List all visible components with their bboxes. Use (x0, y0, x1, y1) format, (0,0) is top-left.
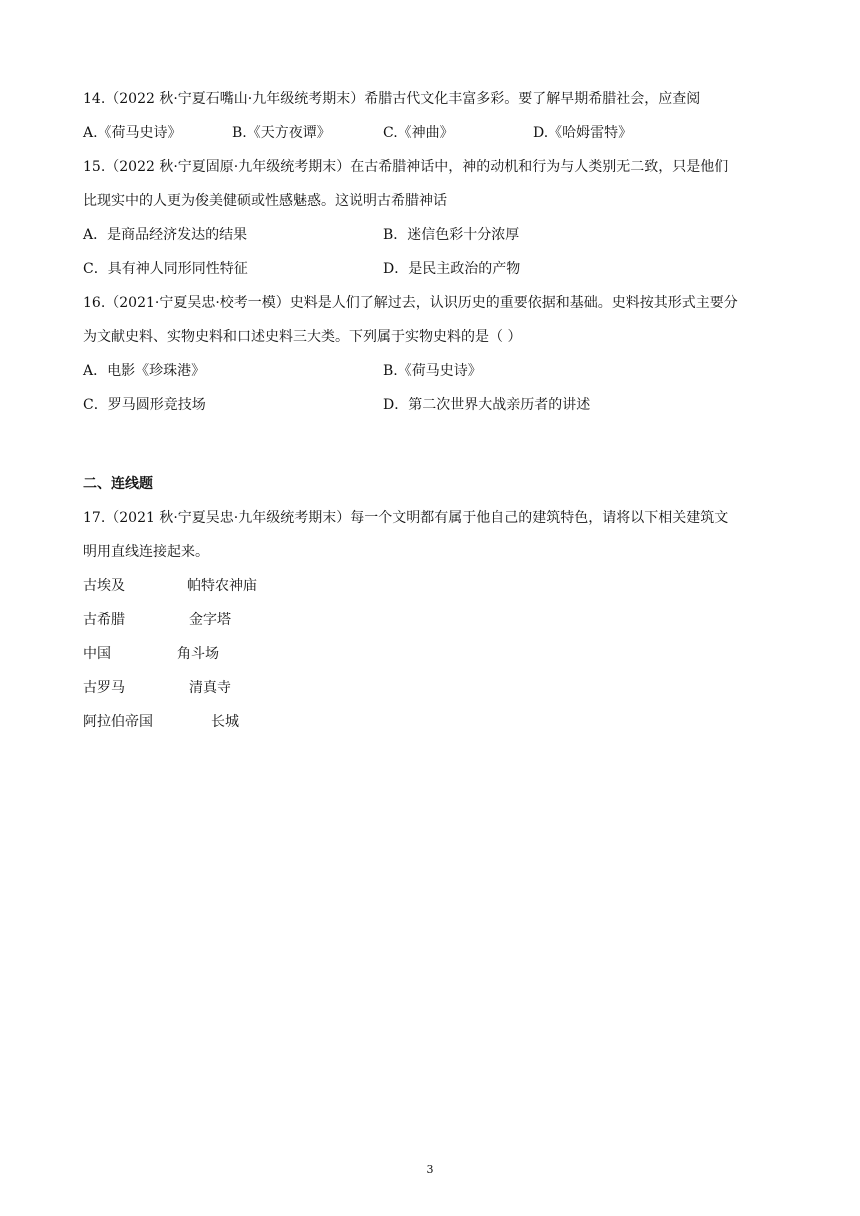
question-16-stem-line-1: 16.（2021·宁夏吴忠·校考一模）史料是人们了解过去，认识历史的重要依据和基础。史料按其形式主要分 (83, 295, 738, 311)
question-15-option-c: C．具有神人同形同性特征 (83, 261, 248, 277)
section-heading: 二、连线题 (83, 476, 153, 492)
question-15-stem-line-1: 15.（2022 秋·宁夏固原·九年级统考期末）在古希腊神话中，神的动机和行为与人类别无二致，只是他们 (83, 159, 729, 175)
matching-left-item: 中国 (83, 646, 111, 662)
question-15-stem-line-2: 比现实中的人更为俊美健硕或性感魅惑。这说明古希腊神话 (83, 193, 447, 209)
matching-right-item: 帕特农神庙 (187, 578, 257, 594)
matching-right-item: 角斗场 (177, 646, 219, 662)
matching-left-item: 古希腊 (83, 612, 125, 628)
question-14-option-c: C.《神曲》 (383, 125, 454, 141)
question-15-option-d: D．是民主政治的产物 (383, 261, 521, 277)
question-14-option-b: B.《天方夜谭》 (232, 125, 331, 141)
question-16-option-c: C．罗马圆形竞技场 (83, 397, 206, 413)
matching-right-item: 清真寺 (189, 680, 231, 696)
question-14-option-a: A.《荷马史诗》 (83, 125, 182, 141)
question-15-option-a: A．是商品经济发达的结果 (83, 227, 248, 243)
matching-right-item: 金字塔 (189, 612, 231, 628)
matching-right-item: 长城 (211, 714, 239, 730)
matching-left-item: 古罗马 (83, 680, 125, 696)
question-17-stem-line-1: 17.（2021 秋·宁夏吴忠·九年级统考期末）每一个文明都有属于他自己的建筑特色，请将以下相关建筑文 (83, 510, 729, 526)
matching-left-item: 古埃及 (83, 578, 125, 594)
question-14-stem: 14.（2022 秋·宁夏石嘴山·九年级统考期末）希腊古代文化丰富多彩。要了解早期希腊社会，应查阅 (83, 91, 701, 107)
question-16-option-d: D．第二次世界大战亲历者的讲述 (383, 397, 591, 413)
question-16-option-b: B.《荷马史诗》 (383, 363, 482, 379)
question-16-stem-line-2: 为文献史料、实物史料和口述史料三大类。下列属于实物史料的是（ ） (83, 329, 522, 345)
question-14-option-d: D.《哈姆雷特》 (533, 125, 633, 141)
question-17-stem-line-2: 明用直线连接起来。 (83, 544, 209, 560)
matching-left-item: 阿拉伯帝国 (83, 714, 153, 730)
question-15-option-b: B．迷信色彩十分浓厚 (383, 227, 520, 243)
question-16-option-a: A．电影《珍珠港》 (83, 363, 206, 379)
page-number: 3 (426, 1163, 434, 1176)
